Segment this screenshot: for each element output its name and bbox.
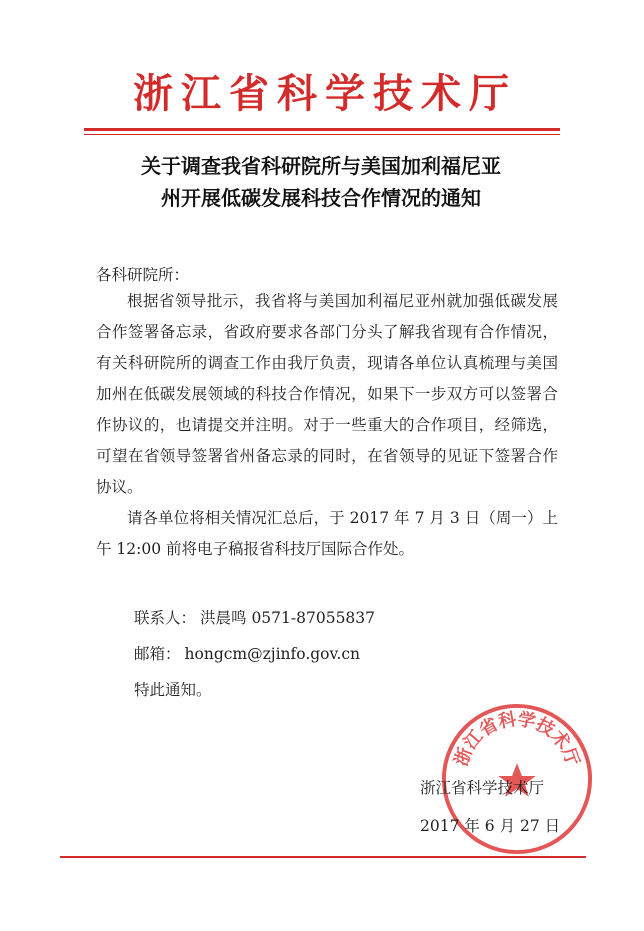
masthead-org-name: 浙江省科学技术厅 [133, 70, 517, 117]
signature-date: 2017 年 6 月 27 日 [420, 817, 561, 835]
contact-person-line [134, 604, 375, 632]
body-text [96, 286, 558, 565]
contact-label: 联系人： [134, 609, 197, 627]
contact-value: 洪晨鸣 0571-87055837 [200, 609, 376, 627]
signature-org: 浙江省科学技术厅 [420, 779, 545, 797]
footer-rule [60, 856, 586, 858]
title-line-2: 州开展低碳发展科技合作情况的通知 [161, 186, 481, 210]
email-line [134, 640, 360, 668]
masthead-rule-thin [84, 134, 560, 135]
seal-text: 浙江省科学技术厅 [450, 708, 584, 769]
paragraph-2: 请各单位将相关情况汇总后，于 2017 年 7 月 3 日（周一）上午 12:00 前将电子稿报省科技厅国际合作处。 [96, 509, 558, 558]
title-line-1: 关于调查我省科研院所与美国加利福尼亚 [141, 154, 501, 178]
paragraph-1: 根据省领导批示，我省将与美国加利福尼亚州就加强低碳发展合作签署备忘录，省政府要求各部门分头了解我省现有合作情况，有关科研院所的调查工作由我厅负责，现请各单位认真梳理与美国加州在低碳发展领域的科技合作情况，如果下一步双方可以签署合作协议的，也请提交并注明。对于一些重大的合作项目，经筛选，可望在省领导签署省州备忘录的同时，在省领导的见证下签署合作协议。 [96, 292, 558, 496]
closing-line: 特此通知。 [134, 681, 212, 699]
email-value: hongcm@zjinfo.gov.cn [184, 645, 361, 663]
email-label: 邮箱： [134, 645, 181, 663]
document-title [86, 150, 556, 214]
masthead-rule-thick [84, 128, 560, 131]
salutation: 各科研院所： [96, 266, 190, 284]
